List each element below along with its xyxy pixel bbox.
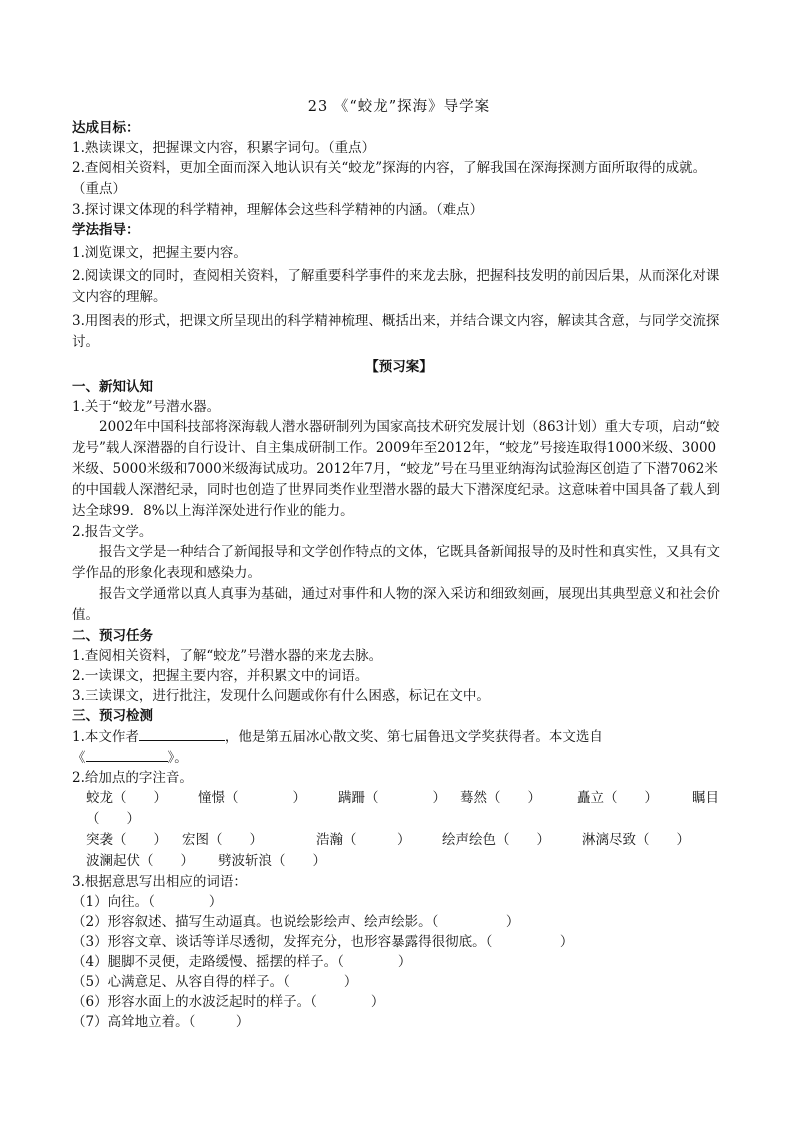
section2-item-3: 3.三读课文，进行批注，发现什么问题或你有什么困惑，标记在文中。 [72, 688, 490, 704]
author-blank[interactable] [139, 726, 225, 741]
pinyin-item: 宏图（ ） [182, 832, 263, 848]
question-1-text-d: 》。 [167, 750, 188, 766]
pinyin-item: 浩瀚（ ） [316, 832, 411, 848]
pinyin-row-1 [72, 788, 726, 809]
definition-item: （6）形容水面上的水波泛起时的样子。（ ） [72, 994, 385, 1010]
pinyin-item: 蓦然（ ） [460, 790, 541, 806]
method-item-1: 1.浏览课文，把握主要内容。 [72, 245, 247, 261]
definition-item: （3）形容文章、谈话等详尽透彻，发挥充分，也形容暴露得很彻底。（ ） [72, 934, 574, 950]
section3-heading: 三、预习检测 [72, 708, 153, 724]
section1-para2: 报告文学是一种结合了新闻报导和文学创作特点的文体，它既具备新闻报导的及时性和真实性，又具有文学作品的形象化表现和感染力。 [72, 544, 720, 581]
method-item-2: 2.阅读课文的同时，查阅相关资料，了解重要科学事件的来龙去脉，把握科技发明的前因后果，从而深化对课文内容的理解。 [72, 268, 720, 305]
source-blank[interactable] [86, 747, 168, 762]
preview-title: 【预习案】 [365, 359, 433, 375]
question-2: 2.给加点的字注音。 [72, 770, 193, 786]
pinyin-item: 突袭（ ） [86, 832, 167, 848]
question-1-text-c: 《 [72, 750, 86, 766]
goals-heading: 达成目标： [72, 120, 140, 136]
goal-item-1: 1.熟读课文，把握课文内容，积累字词句。（重点） [72, 140, 376, 156]
section1-para3: 报告文学通常以真人真事为基础，通过对事件和人物的深入采访和细致刻画，展现出其典型意义和社会价值。 [72, 586, 720, 623]
section1-sub2: 2.报告文学。 [72, 524, 153, 540]
pinyin-row-3 [72, 851, 726, 872]
question-1-text-b: ，他是第五届冰心散文奖、第七届鲁迅文学奖获得者。本文选自 [224, 729, 603, 745]
pinyin-item: 波澜起伏（ ） [86, 853, 194, 869]
document-title: 23 《“蛟龙”探海》导学案 [307, 99, 491, 115]
pinyin-item: 劈波斩浪（ ） [218, 853, 326, 869]
definition-item: （2）形容叙述、描写生动逼真。也说绘影绘声、绘声绘影。（ ） [72, 914, 520, 930]
pinyin-item: 矗立（ ） [577, 790, 658, 806]
question-1-source [72, 747, 726, 768]
section1-heading: 一、新知认知 [72, 379, 153, 395]
section1-sub1: 1.关于“蛟龙”号潜水器。 [72, 399, 221, 415]
pinyin-row-2 [72, 830, 726, 851]
pinyin-item: 蹒跚（ ） [338, 790, 446, 806]
definition-item: （7）高耸地立着。（ ） [72, 1014, 250, 1030]
question-1-text-a: 1.本文作者 [72, 729, 139, 745]
question-1 [72, 726, 726, 747]
pinyin-item: 蛟龙（ ） [86, 790, 167, 806]
method-item-3: 3.用图表的形式，把课文所呈现出的科学精神梳理、概括出来，并结合课文内容，解读其含意，与同学交流探讨。 [72, 313, 720, 350]
section2-item-1: 1.查阅相关资料，了解“蛟龙”号潜水器的来龙去脉。 [72, 648, 383, 664]
document-page [72, 96, 726, 1032]
pinyin-item: 淋漓尽致（ ） [582, 832, 690, 848]
question-3: 3.根据意思写出相应的词语： [72, 874, 247, 890]
definition-item: （4）腿脚不灵便，走路缓慢、摇摆的样子。（ ） [72, 954, 412, 970]
definition-item: （5）心满意足、从容自得的样子。（ ） [72, 974, 358, 990]
section1-para1: 2002年中国科技部将深海载人潜水器研制列为国家高技术研究发展计划（863计划）重大专项，启动“蛟龙号”载人深潜器的自行设计、自主集成研制工作。2009年至2012年，“蛟龙”号接连取得1000米级、3000米级、5000米级和7000米级海试成功。2012年7月，“蛟龙”号在马里亚纳海沟试验海区创造了下潜7062米的中国载人深潜纪录，同时也创造了世界同类作业型潜水器的最大下潜深度纪录。这意味着中国具备了载人到达全球99．8%以上海洋深处进行作业的能力。 [72, 419, 720, 519]
section2-heading: 二、预习任务 [72, 628, 153, 644]
method-heading: 学法指导： [72, 222, 140, 238]
pinyin-item: （ ） [86, 811, 140, 827]
goal-item-3: 3.探讨课文体现的科学精神，理解体会这些科学精神的内涵。（难点） [72, 202, 484, 218]
section2-item-2: 2.一读课文，把握主要内容，并积累文中的词语。 [72, 668, 369, 684]
pinyin-item: 绘声绘色（ ） [442, 832, 550, 848]
pinyin-item: 瞩目 [692, 790, 719, 806]
pinyin-row-1b [72, 809, 726, 830]
goal-item-2: 2.查阅相关资料，更加全面而深入地认识有关“蛟龙”探海的内容，了解我国在深海探测方面所取得的成就。（重点） [72, 160, 707, 197]
pinyin-item: 憧憬（ ） [198, 790, 306, 806]
definition-item: （1）向往。（ ） [72, 894, 223, 910]
